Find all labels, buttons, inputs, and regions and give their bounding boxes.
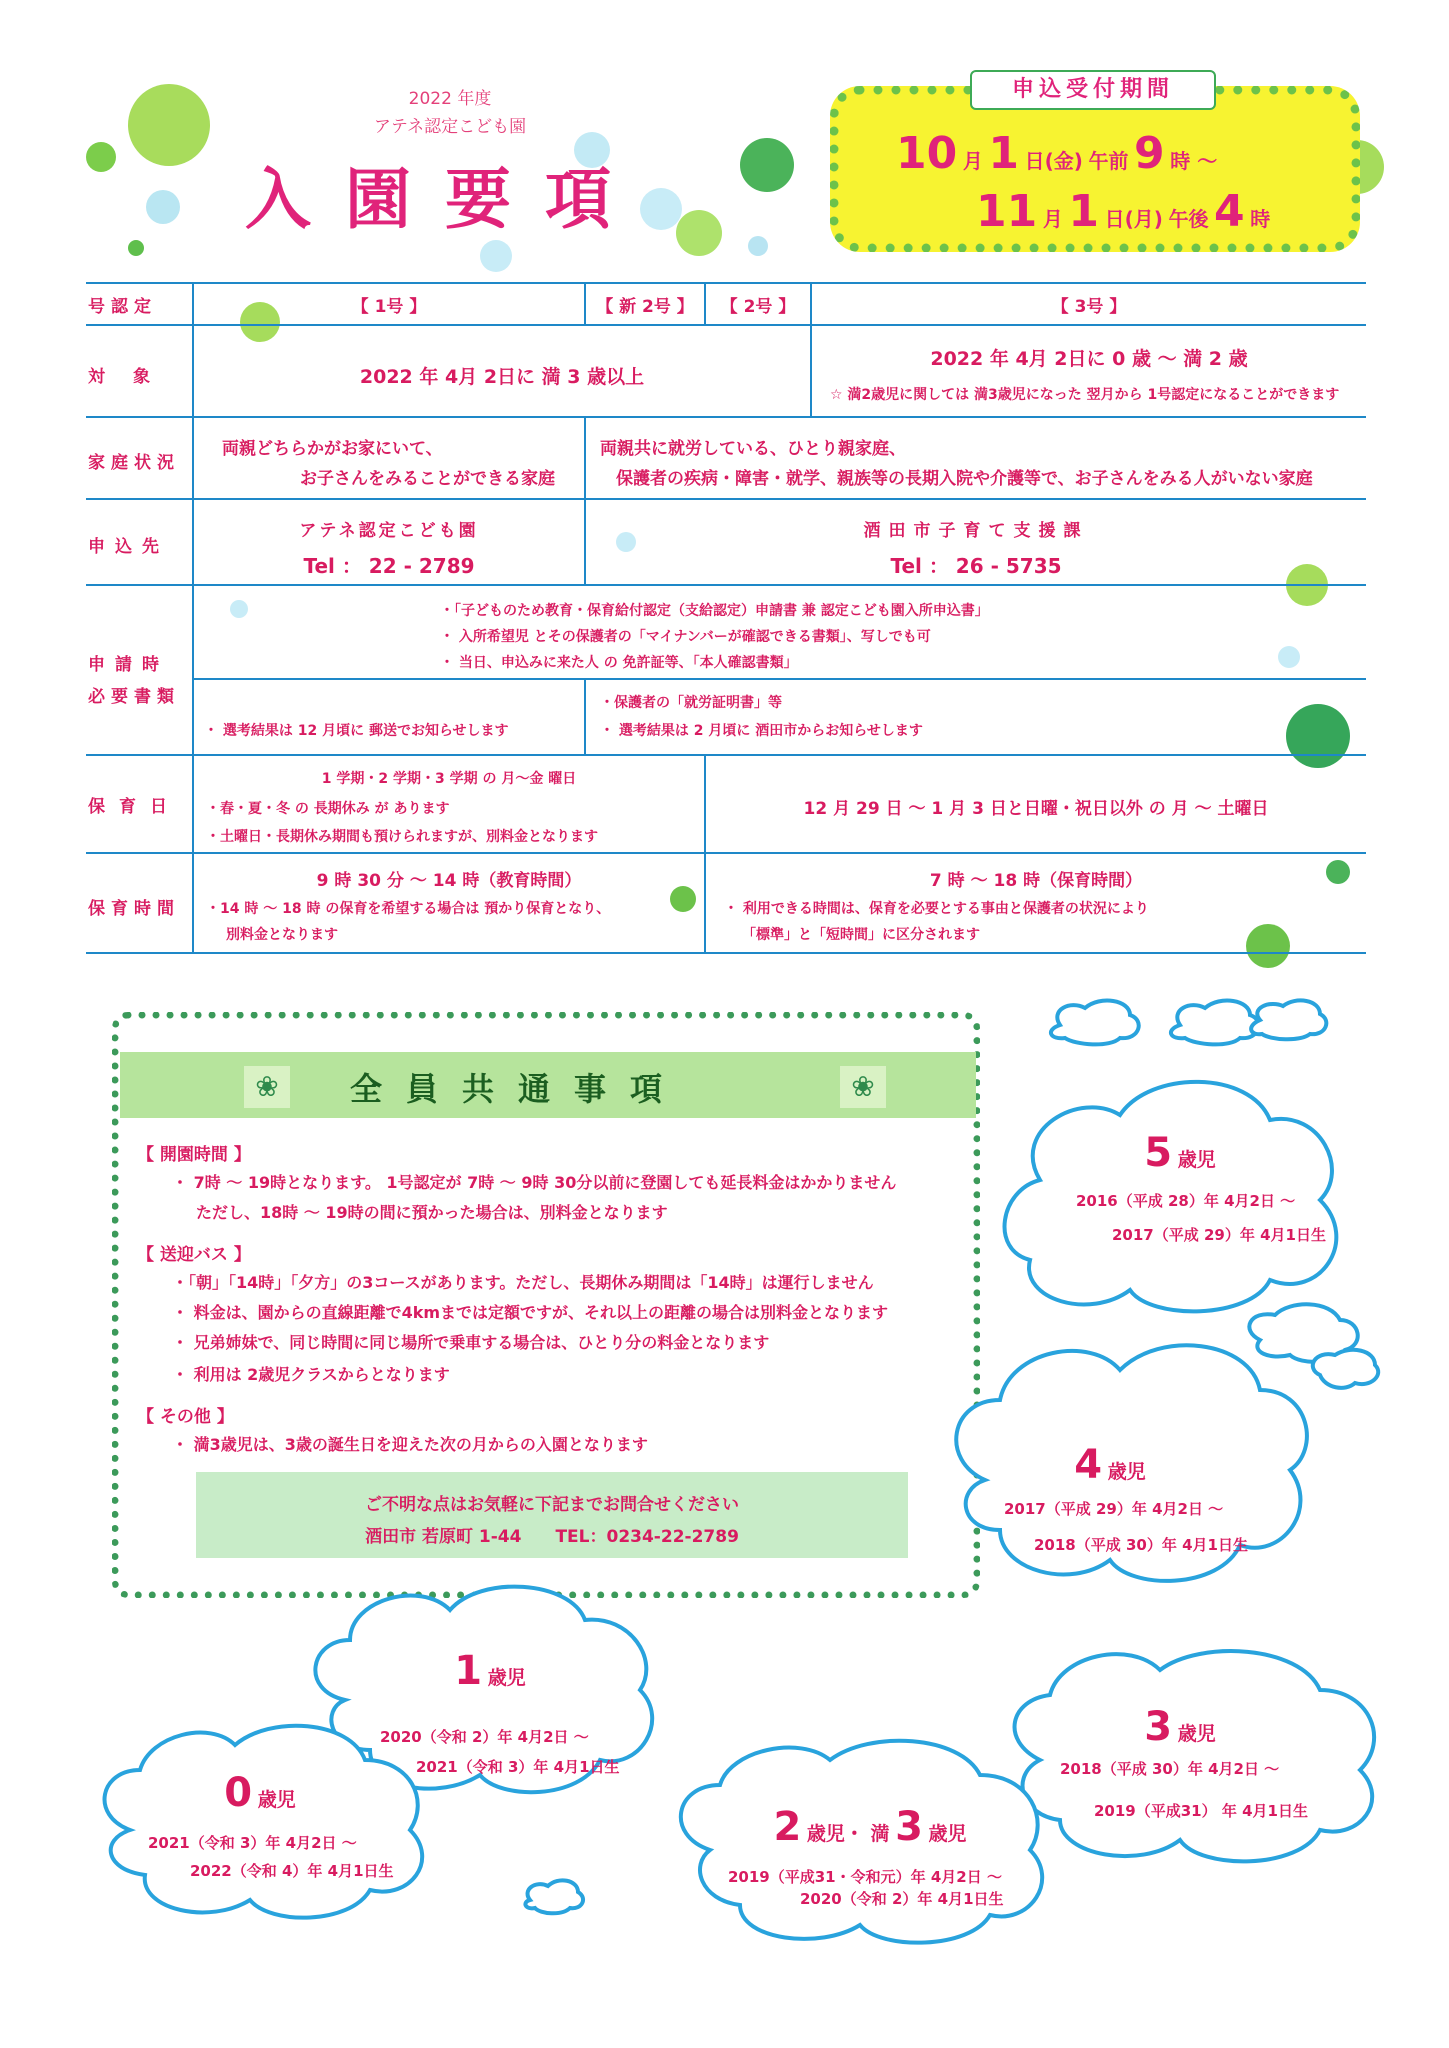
bus-note-1: ・「朝」「14時」「夕方」の3コースがあります。ただし、長期休み期間は「14時」は運行しません	[172, 1273, 874, 1292]
age-0-unit: 歳児	[257, 1789, 296, 1811]
age-2-unit-2: 歳児	[928, 1823, 967, 1845]
row-head-documents-2: 必要書類	[88, 687, 180, 707]
apply-left-name: アテネ認定こども園	[299, 521, 479, 541]
cert-3: 【 3号 】	[1051, 297, 1127, 317]
age-1-heading	[390, 1648, 590, 1694]
age-3-from: 2018（平成 30）年 4月2日 ～	[1060, 1760, 1280, 1778]
apply-right-name: 酒田市子育て支援課	[863, 521, 1089, 541]
row-head-hours: 保育時間	[88, 899, 180, 919]
age-2-number-2: 3	[895, 1804, 923, 1850]
age-4-number: 4	[1074, 1442, 1103, 1488]
family-right-2: 保護者の疾病・障害・就学、親族等の長期入院や介護等で、お子さんをみる人がいない家庭	[616, 469, 1313, 489]
end-hour-unit: 時	[1250, 207, 1271, 231]
apply-left-tel: Tel ： 22 - 2789	[303, 554, 475, 578]
end-day: 1	[1068, 186, 1100, 237]
age-4-from: 2017（平成 29）年 4月2日 ～	[1004, 1500, 1224, 1518]
age-0-heading	[160, 1770, 360, 1816]
contact-intro: ご不明な点はお気軽に下記までお問合せください	[365, 1495, 739, 1515]
age-5-from: 2016（平成 28）年 4月2日 ～	[1076, 1192, 1296, 1210]
days-left-1: 1 学期・2 学期・3 学期 の 月～金 曜日	[321, 771, 577, 787]
start-ampm: 午前	[1088, 149, 1129, 173]
common-title: 全員共通事項	[350, 1070, 687, 1108]
row-head-documents-1: 申請時	[88, 655, 169, 675]
target-right: 2022 年 4月 2日に 0 歳 ～ 満 2 歳	[930, 348, 1248, 370]
days-right: 12 月 29 日 ～ 1 月 3 日と日曜・祝日以外 の 月 ～ 土曜日	[803, 799, 1269, 819]
bus-note-4: ・ 利用は 2歳児クラスからとなります	[172, 1365, 450, 1384]
apply-right-tel: Tel ： 26 - 5735	[890, 554, 1062, 578]
row-head-certification: 号認定	[88, 297, 157, 317]
hours-right-1: 7 時 ～ 18 時（保育時間）	[929, 871, 1143, 891]
end-ampm: 午後	[1168, 207, 1209, 231]
contact-address: 酒田市 若原町 1-44 TEL：0234-22-2789	[365, 1527, 739, 1547]
age-2-unit: 歳児・ 満	[806, 1823, 890, 1845]
period-label: 申込受付期間	[970, 70, 1216, 110]
target-left: 2022 年 4月 2日に 満 3 歳以上	[359, 366, 645, 388]
section-other-head: 【 その他 】	[137, 1407, 234, 1427]
hours-note-1: ・ 7時 ～ 19時となります。 1号認定が 7時 ～ 9時 30分以前に登園しても延長料金はかかりません	[172, 1173, 897, 1192]
family-right-1: 両親共に就労している、ひとり親家庭、	[600, 439, 906, 459]
school-name: アテネ認定こども園	[373, 117, 527, 137]
age-2-to: 2020（令和 2）年 4月1日生	[800, 1890, 1004, 1908]
days-left-2: ・春・夏・冬 の 長期休み が あります	[206, 801, 450, 817]
year-label: 2022 年度	[408, 89, 492, 109]
end-day-unit: 日(月)	[1104, 207, 1163, 231]
age-2-heading	[720, 1804, 1020, 1850]
age-5-unit: 歳児	[1177, 1149, 1216, 1171]
bus-note-2: ・ 料金は、園からの直線距離で4kmまでは定額ですが、それ以上の距離の場合は別料金となります	[172, 1303, 889, 1322]
hours-note-2: ただし、18時 ～ 19時の間に預かった場合は、別料金となります	[196, 1203, 668, 1222]
doc-left-result: ・ 選考結果は 12 月頃に 郵送でお知らせします	[204, 723, 509, 739]
doc-right-extra: ・保護者の「就労証明書」等	[600, 695, 782, 711]
flower-icon: ❀	[244, 1066, 290, 1108]
start-month-unit: 月	[962, 149, 983, 173]
age-0-to: 2022（令和 4）年 4月1日生	[190, 1862, 394, 1880]
cert-2: 【 2号 】	[720, 297, 796, 317]
age-1-unit: 歳児	[487, 1667, 526, 1689]
age-1-number: 1	[454, 1648, 483, 1694]
section-hours-head: 【 開園時間 】	[137, 1145, 251, 1165]
age-5-heading	[1080, 1130, 1280, 1176]
bus-note-3: ・ 兄弟姉妹で、同じ時間に同じ場所で乗車する場合は、ひとり分の料金となります	[172, 1333, 770, 1352]
row-head-days: 保育日	[88, 797, 181, 817]
doc-right-result: ・ 選考結果は 2 月頃に 酒田市からお知らせします	[600, 723, 923, 739]
age-5-number: 5	[1144, 1130, 1173, 1176]
age-4-unit: 歳児	[1107, 1461, 1146, 1483]
start-day-unit: 日(金)	[1024, 149, 1083, 173]
age-4-to: 2018（平成 30）年 4月1日生	[1034, 1536, 1248, 1554]
age-3-number: 3	[1144, 1704, 1173, 1750]
doc-common-3: ・ 当日、申込みに来た人 の 免許証等、「本人確認書類」	[440, 655, 798, 671]
hours-left-2: ・14 時 ～ 18 時 の保育を希望する場合は 預かり保育となり、	[206, 901, 611, 917]
age-3-to: 2019（平成31） 年 4月1日生	[1094, 1802, 1308, 1820]
target-right-note: ☆ 満2歳児に関しては 満3歳児になった 翌月から 1号認定になることができます	[830, 387, 1340, 403]
end-month: 11	[976, 186, 1038, 237]
age-1-to: 2021（令和 3）年 4月1日生	[416, 1758, 620, 1776]
doc-common-1: ・「子どものため教育・保育給付認定（支給認定）申請書 兼 認定こども園入所申込書」	[440, 603, 989, 619]
start-hour-unit: 時 ～	[1170, 149, 1218, 173]
cert-1: 【 1号 】	[351, 297, 427, 317]
hours-right-3: 「標準」と「短時間」に区分されます	[742, 927, 980, 943]
age-0-from: 2021（令和 3）年 4月2日 ～	[148, 1834, 357, 1852]
age-2-number: 2	[773, 1804, 802, 1850]
row-head-apply: 申込先	[88, 537, 169, 557]
age-4-heading	[1010, 1442, 1210, 1488]
other-note-1: ・ 満3歳児は、3歳の誕生日を迎えた次の月からの入園となります	[172, 1435, 648, 1454]
start-day: 1	[988, 128, 1020, 179]
family-left-1: 両親どちらかがお家にいて、	[222, 439, 443, 459]
start-hour: 9	[1134, 128, 1165, 179]
hours-left-1: 9 時 30 分 ～ 14 時（教育時間）	[316, 871, 582, 891]
age-3-heading	[1080, 1704, 1280, 1750]
page-title: 入園要項	[245, 161, 645, 238]
age-2-from: 2019（平成31・令和元）年 4月2日 ～	[728, 1868, 1002, 1886]
flower-icon: ❀	[840, 1066, 886, 1108]
doc-common-2: ・ 入所希望児 とその保護者の「マイナンバーが確認できる書類」、写しでも可	[440, 629, 931, 645]
end-hour: 4	[1214, 186, 1245, 237]
age-1-from: 2020（令和 2）年 4月2日 ～	[380, 1728, 589, 1746]
row-head-target: 対象	[88, 367, 178, 387]
age-3-unit: 歳児	[1177, 1723, 1216, 1745]
end-month-unit: 月	[1042, 207, 1063, 231]
days-left-3: ・土曜日・長期休み期間も預けられますが、別料金となります	[206, 829, 598, 845]
hours-left-3: 別料金となります	[226, 927, 338, 943]
age-5-to: 2017（平成 29）年 4月1日生	[1112, 1226, 1326, 1244]
hours-right-2: ・ 利用できる時間は、保育を必要とする事由と保護者の状況により	[724, 901, 1149, 917]
start-month: 10	[896, 128, 958, 179]
row-head-family: 家庭状況	[88, 453, 180, 473]
cert-new-2: 【 新 2号 】	[596, 297, 694, 317]
section-bus-head: 【 送迎バス 】	[137, 1245, 251, 1265]
family-left-2: お子さんをみることができる家庭	[300, 469, 555, 489]
age-0-number: 0	[224, 1770, 253, 1816]
